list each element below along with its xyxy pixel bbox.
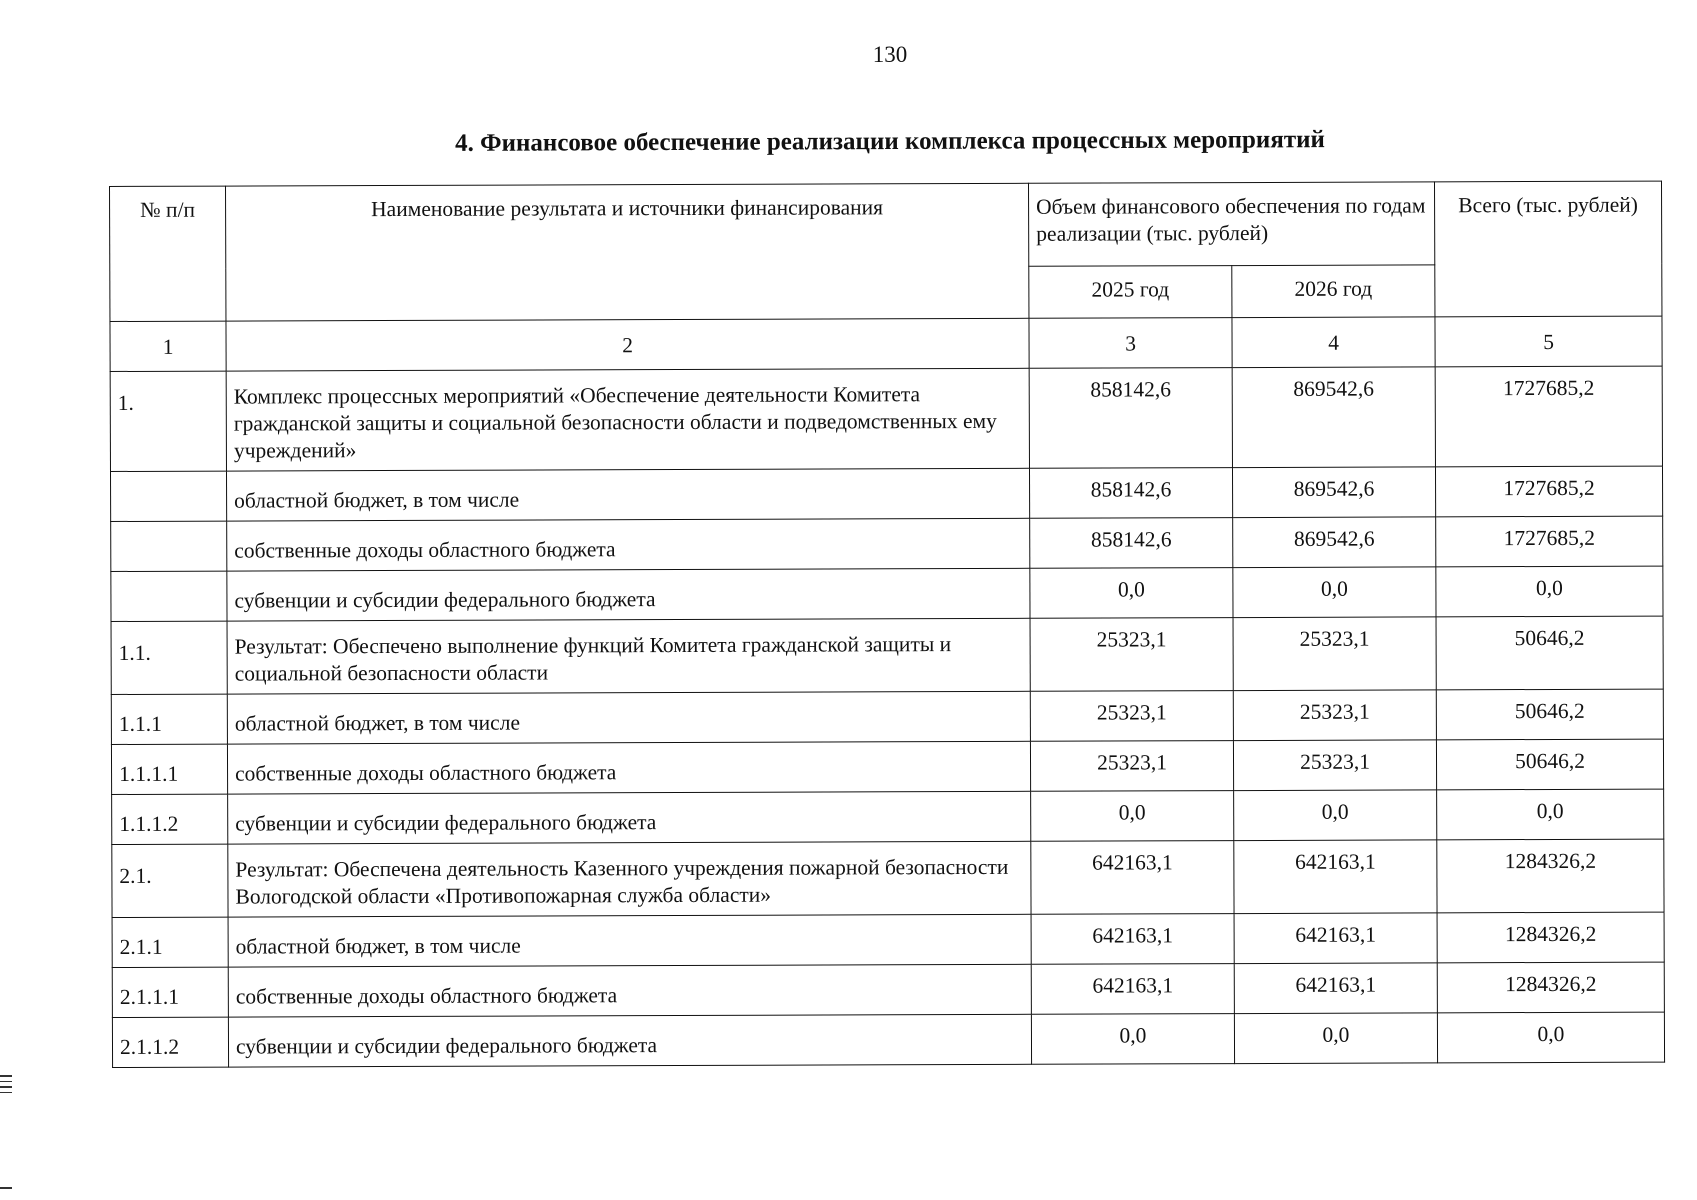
row-value-2026: 869542,6 xyxy=(1232,467,1435,518)
row-value-total: 50646,2 xyxy=(1436,739,1663,790)
row-value-2026: 642163,1 xyxy=(1234,963,1437,1014)
row-name: Результат: Обеспечено выполнение функций Комитета гражданской защиты и социальной безопасности области xyxy=(227,618,1030,694)
table-row xyxy=(112,839,1664,917)
table-row xyxy=(111,739,1663,794)
row-number: 1. xyxy=(110,371,226,471)
header-num: № п/п xyxy=(110,186,226,321)
row-value-total: 1284326,2 xyxy=(1437,962,1664,1013)
table-row xyxy=(111,516,1663,571)
row-number: 2.1. xyxy=(112,844,228,917)
scan-mark xyxy=(0,1086,12,1088)
header-year-2026: 2026 год xyxy=(1232,264,1435,317)
table-header-row xyxy=(110,181,1662,269)
row-name: областной бюджет, в том числе xyxy=(226,468,1029,521)
header-volume: Объем финансового обеспечения по годам реализации (тыс. рублей) xyxy=(1028,182,1434,266)
table-row xyxy=(110,366,1662,471)
row-name: субвенции и субсидии федерального бюджета xyxy=(228,1014,1031,1067)
scan-marks xyxy=(0,1075,14,1097)
row-value-total: 1727685,2 xyxy=(1435,466,1662,517)
row-number: 2.1.1.2 xyxy=(112,1017,228,1067)
row-value-total: 0,0 xyxy=(1437,1012,1664,1063)
table-row xyxy=(110,466,1662,521)
table-row xyxy=(111,616,1663,694)
row-value-total: 50646,2 xyxy=(1436,689,1663,740)
row-value-total: 50646,2 xyxy=(1436,616,1663,690)
row-value-total: 0,0 xyxy=(1436,566,1663,617)
row-name: субвенции и субсидии федерального бюджета xyxy=(228,791,1031,844)
column-index-row xyxy=(110,316,1662,371)
row-number: 1.1.1 xyxy=(111,694,227,744)
row-number: 2.1.1 xyxy=(112,917,228,967)
page-title: 4. Финансовое обеспечение реализации комплекса процессных мероприятий xyxy=(455,126,1325,157)
scan-mark xyxy=(0,1092,12,1094)
table-row xyxy=(112,962,1664,1017)
row-name: субвенции и субсидии федерального бюджета xyxy=(227,568,1030,621)
table-row xyxy=(111,689,1663,744)
row-value-total: 1284326,2 xyxy=(1437,912,1664,963)
scan-mark xyxy=(0,1081,12,1083)
row-value-total: 0,0 xyxy=(1437,789,1664,840)
table-row xyxy=(112,1012,1664,1067)
header-year-2025: 2025 год xyxy=(1029,265,1232,318)
row-value-2026: 869542,6 xyxy=(1232,367,1435,468)
row-value-2026: 0,0 xyxy=(1234,1013,1437,1064)
row-value-2025: 858142,6 xyxy=(1029,468,1232,519)
header-name: Наименование результата и источники финансирования xyxy=(226,183,1029,321)
row-value-2025: 642163,1 xyxy=(1031,964,1234,1015)
row-value-total: 1284326,2 xyxy=(1437,839,1664,913)
row-value-2026: 25323,1 xyxy=(1233,740,1436,791)
row-value-total: 1727685,2 xyxy=(1436,516,1663,567)
row-number: 2.1.1.1 xyxy=(112,967,228,1017)
table-body xyxy=(110,316,1665,1067)
scan-mark xyxy=(0,1075,12,1077)
column-index: 3 xyxy=(1029,318,1232,369)
page-number: 130 xyxy=(872,42,908,67)
row-value-2026: 25323,1 xyxy=(1233,617,1436,691)
row-value-2025: 0,0 xyxy=(1030,568,1233,619)
row-value-2025: 858142,6 xyxy=(1030,518,1233,569)
row-value-2026: 0,0 xyxy=(1234,790,1437,841)
row-number xyxy=(110,471,226,521)
scan-mark xyxy=(0,1187,12,1189)
row-number xyxy=(111,571,227,621)
row-name: собственные доходы областного бюджета xyxy=(228,964,1031,1017)
row-value-2026: 869542,6 xyxy=(1233,517,1436,568)
financing-table-wrapper xyxy=(109,181,1665,1068)
row-value-2025: 0,0 xyxy=(1031,791,1234,842)
row-value-2026: 642163,1 xyxy=(1234,913,1437,964)
row-value-2025: 25323,1 xyxy=(1030,741,1233,792)
row-number: 1.1. xyxy=(111,621,227,694)
column-index: 4 xyxy=(1232,317,1435,368)
row-name: Комплекс процессных мероприятий «Обеспечение деятельности Комитета гражданской защиты и социальной безопасности области и подведомственных ему учреждений» xyxy=(226,368,1029,471)
row-name: Результат: Обеспечена деятельность Казенного учреждения пожарной безопасности Вологодской области «Противопожарная служба области» xyxy=(228,841,1031,917)
row-value-2025: 858142,6 xyxy=(1029,368,1232,469)
row-value-2026: 642163,1 xyxy=(1234,840,1437,914)
row-number xyxy=(111,521,227,571)
column-index: 1 xyxy=(110,321,226,371)
row-name: областной бюджет, в том числе xyxy=(228,914,1031,967)
row-value-2025: 25323,1 xyxy=(1030,618,1233,692)
header-total: Всего (тыс. рублей) xyxy=(1434,181,1661,317)
table-row xyxy=(112,912,1664,967)
table-row xyxy=(112,789,1664,844)
row-number: 1.1.1.2 xyxy=(112,794,228,844)
row-value-2025: 642163,1 xyxy=(1031,841,1234,915)
row-value-2025: 25323,1 xyxy=(1030,691,1233,742)
row-value-2026: 25323,1 xyxy=(1233,690,1436,741)
row-name: областной бюджет, в том числе xyxy=(227,691,1030,744)
financing-table xyxy=(109,181,1665,1068)
row-value-2025: 0,0 xyxy=(1031,1014,1234,1065)
row-name: собственные доходы областного бюджета xyxy=(227,741,1030,794)
row-name: собственные доходы областного бюджета xyxy=(227,518,1030,571)
row-value-2026: 0,0 xyxy=(1233,567,1436,618)
column-index: 2 xyxy=(226,318,1029,371)
table-row xyxy=(111,566,1663,621)
row-value-2025: 642163,1 xyxy=(1031,914,1234,965)
column-index: 5 xyxy=(1435,316,1662,367)
row-value-total: 1727685,2 xyxy=(1435,366,1662,467)
row-number: 1.1.1.1 xyxy=(111,744,227,794)
